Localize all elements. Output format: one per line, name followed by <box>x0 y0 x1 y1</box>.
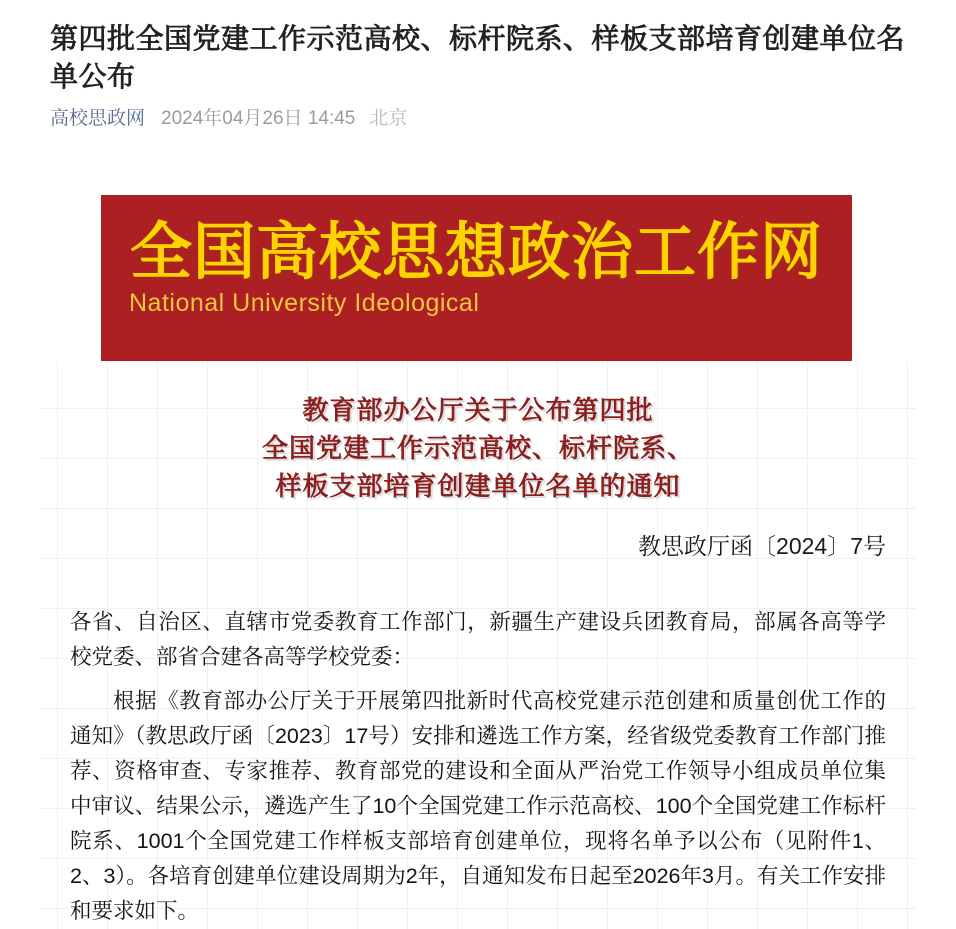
article-title: 第四批全国党建工作示范高校、标杆院系、样板支部培育创建单位名单公布 <box>50 23 906 92</box>
body-paragraph: 根据《教育部办公厅关于开展第四批新时代高校党建示范创建和质量创优工作的通知》（教思政厅函〔2023〕17号）安排和遴选工作方案，经省级党委教育工作部门推荐、资格审查、专家推荐、教育部党的建设和全面从严治党工作领导小组成员单位集中审议、结果公示，遴选产生了10个全国党建工作示范高校、100个全国党建工作标杆院系、1001个全国党建工作样板支部培育创建单位，现将名单予以公布（见附件1、2、3）。各培育创建单位建设周期为2年，自通知发布日起至2026年3月。有关工作安排和要求如下。 <box>70 689 886 923</box>
banner-english-subtitle: National University Ideological <box>129 289 480 317</box>
article-page <box>0 20 956 929</box>
notice-body <box>70 605 886 929</box>
banner-image[interactable] <box>101 195 852 361</box>
publish-location: 北京 <box>369 108 408 129</box>
notice-title-line-1: 教育部办公厅关于公布第四批 <box>302 395 654 425</box>
notice-title-line-3: 样板支部培育创建单位名单的通知 <box>275 471 681 501</box>
notice-title <box>70 391 886 505</box>
document-number: 教思政厅函〔2024〕7号 <box>638 533 886 559</box>
salutation-paragraph: 各省、自治区、直辖市党委教育工作部门，新疆生产建设兵团教育局，部属各高等学校党委、部省合建各高等学校党委： <box>70 610 886 669</box>
account-name-link[interactable]: 高校思政网 <box>50 108 146 129</box>
publish-date: 2024年04月26日 14:45 <box>161 108 356 129</box>
article-meta <box>50 105 906 132</box>
notice-document <box>40 361 916 929</box>
banner-chinese-title: 全国高校思想政治工作网 <box>129 215 823 288</box>
notice-title-line-2: 全国党建工作示范高校、标杆院系、 <box>261 433 694 463</box>
